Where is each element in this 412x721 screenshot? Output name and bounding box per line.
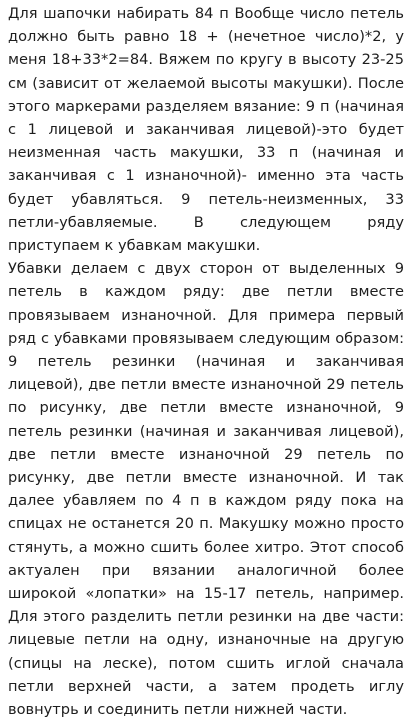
paragraph-decreases-and-finishing: Убавки делаем с двух сторон от выделенных 9 петель в каждом ряду: две петли вместе провязываем изнаночной. Для примера первый ряд с убавками провязываем следующим образом: 9 петель резинки (начиная и заканчивая лицевой), две петли вместе изнаночной 29 петель по рисунку, две петли вместе изнаночной, 9 петель резинки (начиная и заканчивая лицевой), две петли вместе изнаночной 29 петель по рисунку, две петли вместе изнаночной. И так далее убавляем по 4 п в каждом ряду пока на спицах не останется 20 п. Макушку можно просто стянуть, а можно сшить более хитро. Этот способ актуален при вязании аналогичной более широкой «лопатки» на 15-17 петель, например. Для этого разделить петли резинки на две части: лицевые петли на одну, изнаночные на другую (спицы на леске), потом сшить иглой сначала петли верхней части, а затем продеть иглу вовнутрь и соединить петли нижней части. bbox=[8, 260, 404, 719]
paragraph-cast-on-and-markers: Для шапочки набирать 84 п Вообще число петель должно быть равно 18 + (нечетное число)*2, у меня 18+33*2=84. Вяжем по кругу в высоту 23-25 см (зависит от желаемой высоты макушки). После этого маркерами разделяем вязание: 9 п (начиная с 1 лицевой и заканчивая лицевой)-это будет неизменная часть макушки, 33 п (начиная и заканчивая с 1 изнаночной)- именно эта часть будет убавляться. 9 петель-неизменных, 33 петли-убавляемые. В следующем ряду приступаем к убавкам макушки. bbox=[8, 5, 404, 255]
